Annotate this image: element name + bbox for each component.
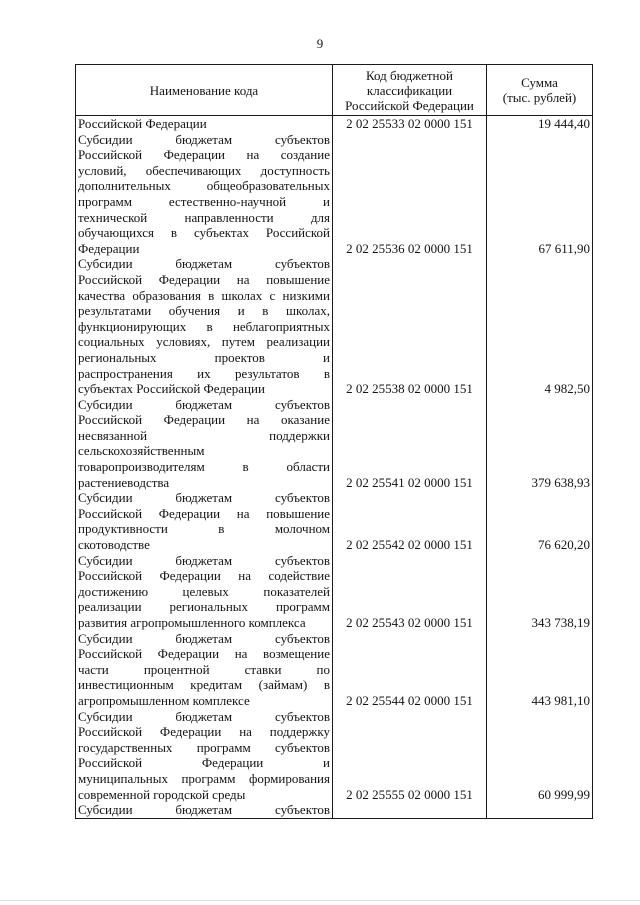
name-line: результатами обучения и в школах,: [78, 303, 330, 319]
budget-code: 2 02 25542 02 0000 151: [346, 537, 473, 553]
name-line: агропромышленном комплексе: [78, 692, 250, 708]
name-line: Российской Федерации на повышение: [78, 505, 330, 521]
header-code-line: Российской Федерации: [345, 97, 474, 113]
name-line: функционирующих в неблагоприятных: [78, 318, 330, 334]
budget-code: 2 02 25544 02 0000 151: [346, 693, 473, 709]
name-line: Субсидии бюджетам субъектов: [78, 552, 330, 568]
name-line: технической направленности для: [78, 209, 330, 225]
name-line: Российской Федерации: [78, 116, 207, 131]
name-line: Субсидии бюджетам субъектов: [78, 490, 330, 506]
header-sum-line: Сумма: [521, 75, 558, 90]
sum-value: 67 611,90: [538, 240, 590, 256]
name-line: Российской Федерации на создание: [78, 147, 330, 163]
name-line: субъектах Российской Федерации: [78, 381, 265, 397]
name-line: сельскохозяйственным: [78, 443, 205, 459]
name-line: части процентной ставки по: [78, 661, 330, 677]
budget-code: 2 02 25541 02 0000 151: [346, 474, 473, 490]
name-line: Субсидии бюджетам субъектов: [78, 131, 330, 147]
name-line: муниципальных программ формирования: [78, 770, 330, 786]
name-line: товаропроизводителям в области: [78, 459, 330, 475]
sum-value: 379 638,93: [531, 474, 590, 490]
name-line: Российской Федерации и: [78, 755, 330, 771]
name-line: Российской Федерации на поддержку: [78, 724, 330, 740]
name-line: обучающихся в субъектах Российской: [78, 225, 330, 241]
sum-value: 60 999,99: [538, 786, 590, 802]
name-line: распространения их результатов в: [78, 365, 330, 381]
name-line: Российской Федерации на повышение: [78, 271, 330, 287]
header-name-column: Наименование кода: [76, 65, 333, 116]
name-line: несвязанной поддержки: [78, 427, 330, 443]
table-body-row: [76, 116, 593, 819]
header-code-line: классификации: [366, 82, 453, 98]
name-column-cell: [76, 116, 333, 819]
name-line: Субсидии бюджетам субъектов: [78, 630, 330, 646]
header-sum-line: (тыс. рублей): [502, 90, 577, 105]
name-line: развития агропромышленного комплекса: [78, 615, 306, 630]
name-line: Федерации: [78, 240, 140, 256]
sum-value: 19 444,40: [538, 116, 590, 131]
budget-code: 2 02 25538 02 0000 151: [346, 381, 473, 397]
name-line: дополнительных общеобразовательных: [78, 178, 330, 194]
name-line: скотоводстве: [78, 537, 150, 553]
sum-value: 343 738,19: [531, 615, 590, 631]
name-line: Российской Федерации на оказание: [78, 412, 330, 428]
budget-table: [75, 64, 593, 819]
header-code-column: [333, 65, 487, 116]
name-line: программ естественно-научной и: [78, 193, 330, 209]
name-line: Субсидии бюджетам субъектов: [78, 708, 330, 724]
sum-column-cell: [487, 116, 593, 819]
name-line: реализации региональных программ: [78, 599, 330, 615]
name-line: условий, обеспечивающих доступность: [78, 162, 330, 178]
name-line: социальных условиях, путем реализации: [78, 334, 330, 350]
name-line: инвестиционным кредитам (займам) в: [78, 677, 330, 693]
name-line: Субсидии бюджетам субъектов: [78, 256, 330, 272]
name-line: качества образования в школах с низкими: [78, 287, 330, 303]
budget-code: 2 02 25555 02 0000 151: [346, 786, 473, 802]
name-line: Российской Федерации на содействие: [78, 568, 330, 584]
scan-edge-line: [0, 900, 640, 901]
name-line: растениеводства: [78, 474, 170, 490]
table-header-row: [76, 65, 593, 116]
budget-code: 2 02 25543 02 0000 151: [346, 615, 473, 631]
name-line: Российской Федерации на возмещение: [78, 646, 330, 662]
sum-value: 4 982,50: [544, 381, 590, 397]
name-line: достижению целевых показателей: [78, 583, 330, 599]
name-line: современной городской среды: [78, 786, 246, 802]
sum-value: 76 620,20: [538, 537, 590, 553]
name-line: продуктивности в молочном: [78, 521, 330, 537]
code-column-cell: [333, 116, 487, 819]
header-code-line: Код бюджетной: [366, 67, 453, 83]
name-line: Субсидии бюджетам субъектов: [78, 396, 330, 412]
name-line: региональных проектов и: [78, 349, 330, 365]
name-line: государственных программ субъектов: [78, 739, 330, 755]
sum-value: 443 981,10: [531, 693, 590, 709]
budget-code: 2 02 25536 02 0000 151: [346, 240, 473, 256]
header-sum-column: [487, 65, 593, 116]
page-number: 9: [316, 36, 324, 51]
budget-code: 2 02 25533 02 0000 151: [346, 116, 473, 131]
name-line: Субсидии бюджетам субъектов: [78, 802, 330, 818]
